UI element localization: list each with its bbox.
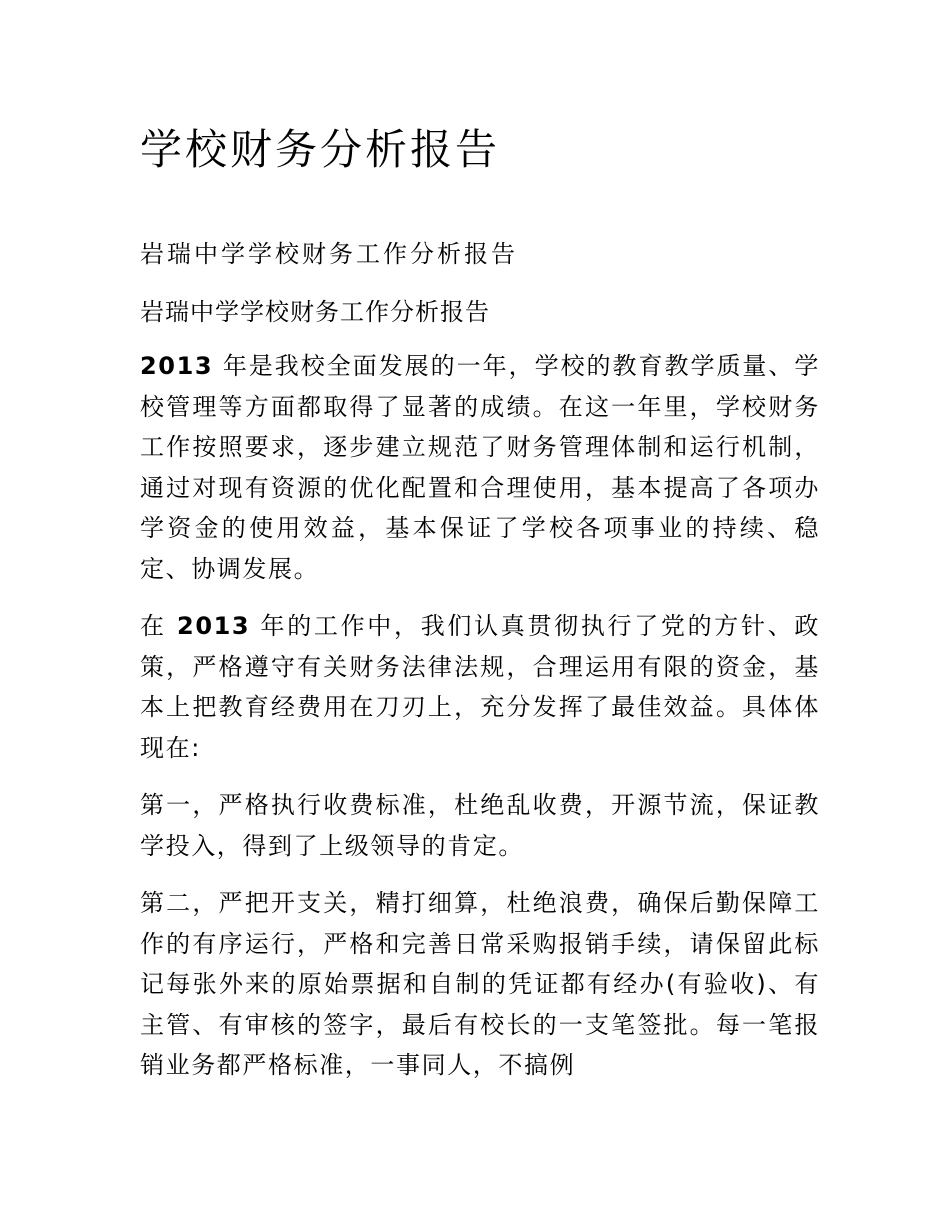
document-page (140, 120, 820, 1103)
paragraph-overview-text: 年是我校全面发展的一年，学校的教育教学质量、学校管理等方面都取得了显著的成绩。在这一年里，学校财务工作按照要求，逐步建立规范了财务管理体制和运行机制，通过对现有资源的优化配置和合理使用，基本提高了各项办学资金的使用效益，基本保证了学校各项事业的持续、稳定、协调发展。 (140, 352, 820, 583)
paragraph-work-text: 年的工作中，我们认真贯彻执行了党的方针、政策，严格遵守有关财务法律法规，合理运用有限的资金，基本上把教育经费用在刀刃上，充分发挥了最佳效益。具体体现在: (140, 612, 820, 762)
document-title: 学校财务分析报告 (140, 125, 501, 174)
year-label: 2013 (177, 612, 251, 640)
paragraph-point-two: 第二，严把开支关，精打细算，杜绝浪费，确保后勤保障工作的有序运行，严格和完善日常采购报销手续，请保留此标记每张外来的原始票据和自制的凭证都有经办(有验收)、有主管、有审核的签字，最后有校长的一支笔签批。每一笔报销业务都严格标准，一事同人，不搞例 (140, 889, 820, 1079)
paragraph-point-one: 第一，严格执行收费标准，杜绝乱收费，开源节流，保证教学投入，得到了上级领导的肯定。 (140, 791, 820, 860)
paragraph-work-prefix: 在 (140, 612, 178, 640)
year-label: 2013 (140, 352, 214, 380)
document-subtitle: 岩瑞中学学校财务工作分析报告 (140, 240, 518, 268)
document-subtitle-repeat: 岩瑞中学学校财务工作分析报告 (140, 298, 490, 326)
paragraph-work (140, 606, 820, 768)
paragraph-overview (140, 346, 820, 589)
